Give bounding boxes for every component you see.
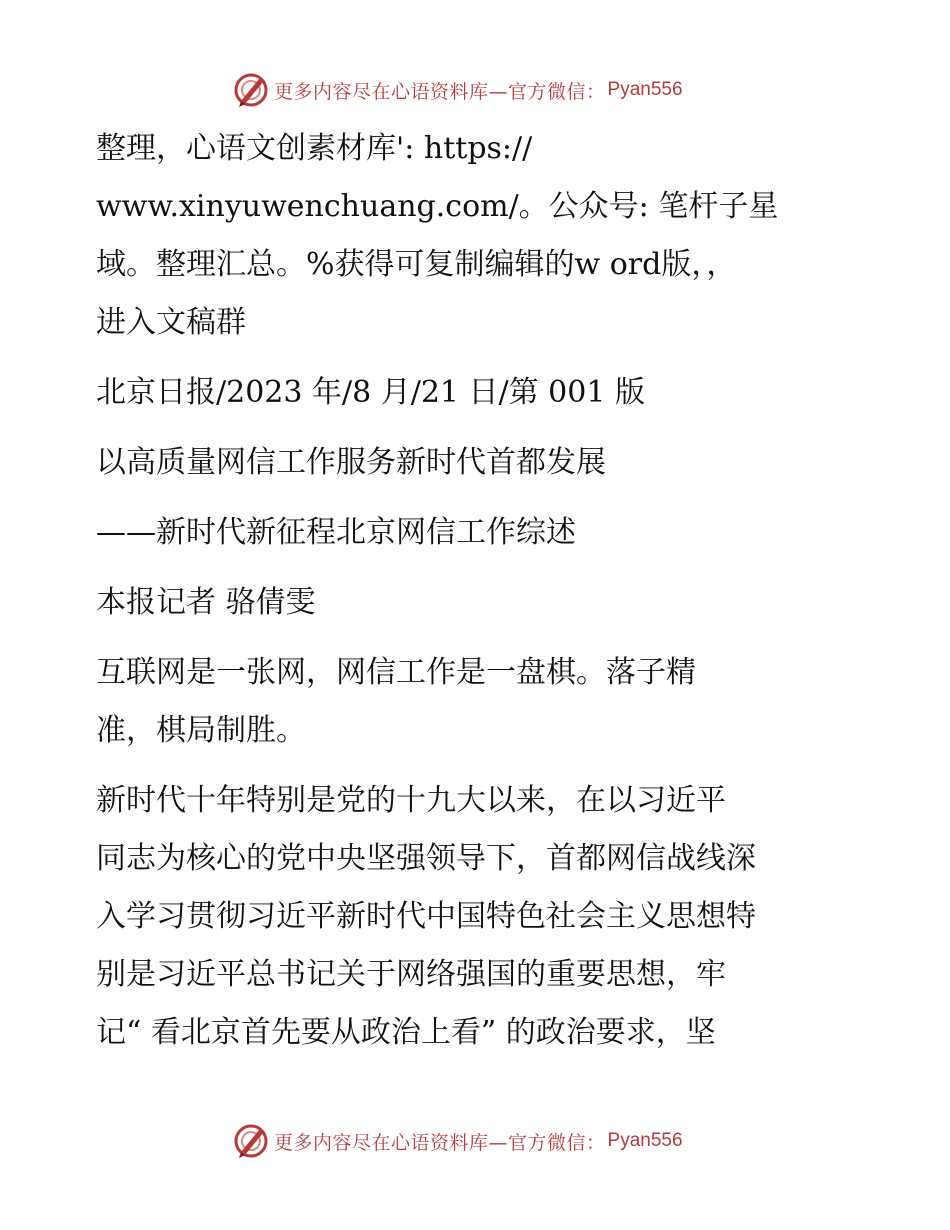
article-byline: 本报记者 骆倩雯 [96, 585, 316, 620]
intro-line: 进入文稿群 [96, 305, 246, 340]
document-body [96, 120, 856, 1062]
article-subtitle: ——新时代新征程北京网信工作综述 [96, 515, 576, 550]
intro-line: www.xinyuwenchuang.com/。公众号: 笔杆子星 [96, 189, 779, 224]
intro-block [96, 120, 856, 352]
article-title: 以高质量网信工作服务新时代首都发展 [96, 445, 606, 480]
paragraph [96, 772, 856, 1062]
paragraph-line: 别是习近平总书记关于网络强国的重要思想，牢 [96, 957, 726, 992]
paragraph-line: 互联网是一张网，网信工作是一盘棋。落子精 [96, 655, 696, 690]
header-banner [232, 70, 683, 110]
pen-logo-icon [232, 71, 270, 109]
banner-text: 更多内容尽在心语资料库—官方微信： [274, 1131, 606, 1154]
footer-banner [232, 1121, 683, 1161]
pen-logo-icon [232, 1122, 270, 1160]
paragraph-line: 新时代十年特别是党的十九大以来，在以习近平 [96, 783, 726, 818]
wechat-handle: Pyan556 [607, 79, 683, 100]
intro-line: 域。整理汇总。%获得可复制编辑的w ord版，， [96, 247, 737, 282]
intro-line: 整理，心语文创素材库': https:// [96, 131, 533, 166]
banner-text: 更多内容尽在心语资料库—官方微信： [274, 80, 606, 103]
article-source: 北京日报/2023 年/8 月/21 日/第 001 版 [96, 375, 645, 410]
paragraph-line: 准，棋局制胜。 [96, 713, 306, 748]
wechat-handle: Pyan556 [607, 1130, 683, 1151]
paragraph-line: 同志为核心的党中央坚强领导下，首都网信战线深 [96, 841, 756, 876]
paragraph [96, 644, 856, 760]
paragraph-line: 入学习贯彻习近平新时代中国特色社会主义思想特 [96, 899, 756, 934]
paragraph-line: 记“ 看北京首先要从政治上看” 的政治要求，坚 [96, 1015, 716, 1050]
